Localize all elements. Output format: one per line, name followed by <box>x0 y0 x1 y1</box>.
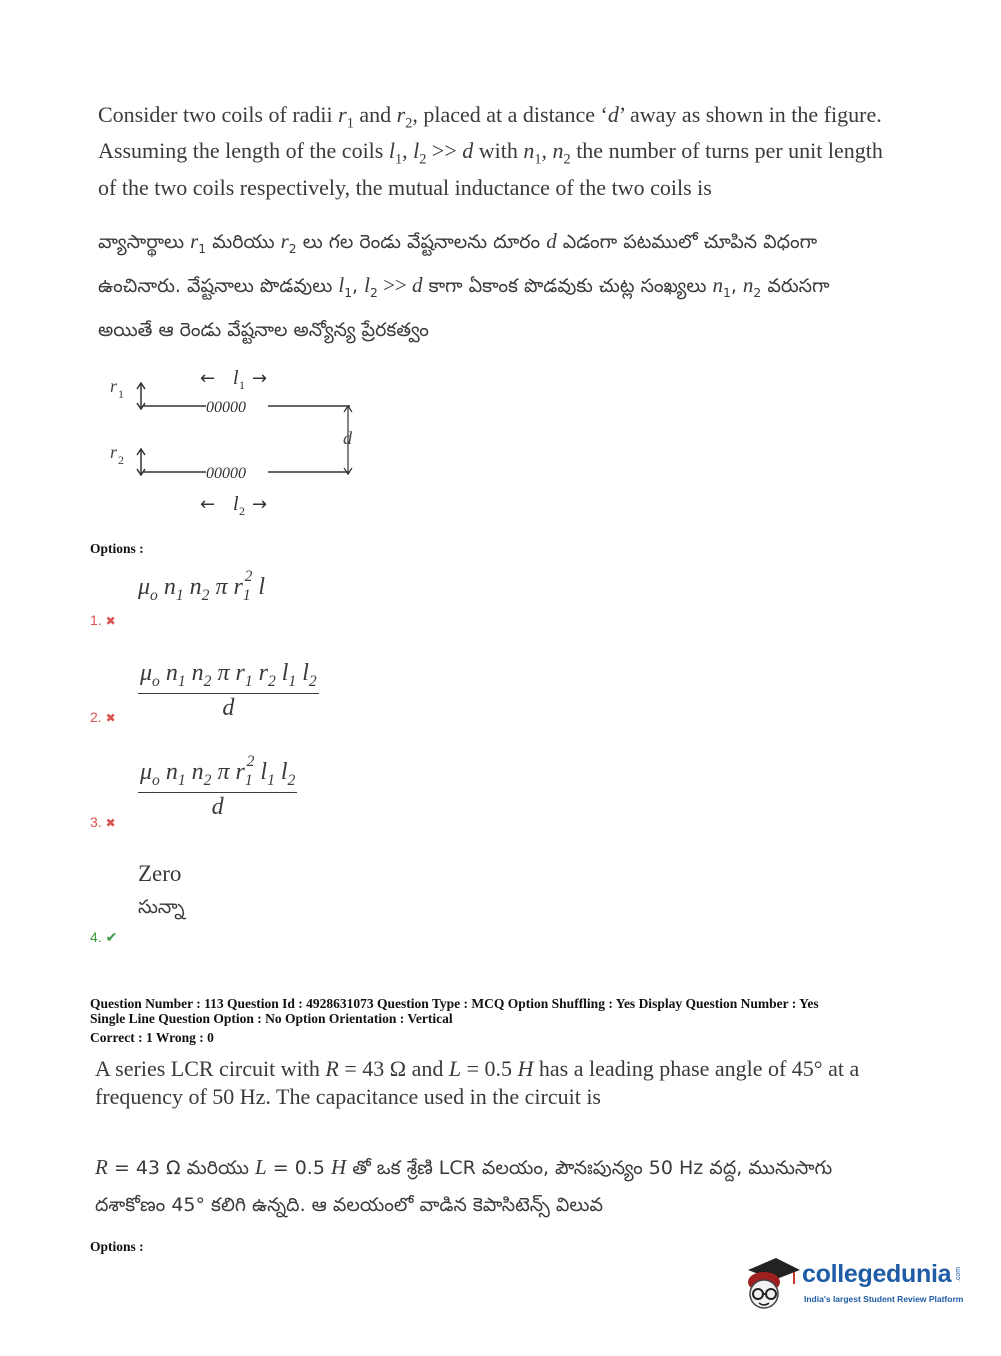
collegedunia-logo[interactable] <box>742 1252 972 1314</box>
option-2-numerator: $\mu_o$ $n_1$ $n_2$ π $r_1$ $r_2$ $l_1$ $l_2$ <box>140 660 317 690</box>
option-1-number: 1. ✖ <box>90 612 116 628</box>
logo-name: collegedunia <box>802 1260 952 1288</box>
option-2-denominator: d <box>138 693 319 722</box>
q2-telugu-text <box>95 1150 935 1224</box>
q1-te-line2: ఉంచినారు. వేష్టనాలు పొడవులు $l_1$, $l_2 >> d$ కాగా ఏకాంక పొడవుకు చుట్ల సంఖ్యలు $n_1$, $n_2$ వరుసగా <box>98 272 830 300</box>
logo-wordmark <box>802 1260 966 1289</box>
option-3-formula[interactable] <box>138 753 297 821</box>
l1-right-arrow: → <box>252 368 268 389</box>
q2-en-line2: frequency of 50 Hz. The capacitance used in the circuit is <box>95 1084 601 1109</box>
l2-label: l <box>233 493 239 515</box>
option-3-number: 3. ✖ <box>90 814 116 830</box>
q1-telugu-text <box>98 224 918 349</box>
r1-sub: 1 <box>118 387 124 401</box>
q1-te-line3: అయితే ఆ రెండు వేష్టనాల అన్యోన్య ప్రేరకత్వం <box>98 318 429 341</box>
q2-en-line1: A series LCR circuit with R = 43 Ω and L = 0.5 H has a leading phase angle of 45° at a <box>95 1056 860 1081</box>
top-coil: 00000 <box>206 399 246 416</box>
q2-te-line1: R = 43 Ω మరియు L = 0.5 H తో ఒక శ్రేణి LCR వలయం, పౌనఃపున్యం 50 Hz వద్ద, మునుసాగు <box>95 1155 833 1179</box>
option-3-denominator: d <box>138 792 297 821</box>
q1-options-label: Options : <box>90 541 144 556</box>
option-4-number: 4. ✔ <box>90 929 118 945</box>
option-1-formula[interactable]: $\mu_o$ $n_1$ $n_2$ π $r_1^2$ l <box>138 568 266 604</box>
mascot-icon <box>742 1252 802 1314</box>
q1-te-line1: వ్యాసార్థాలు $r_1$ మరియు $r_2$ లు గల రెండు వేష్టనాలను దూరం d ఎడంగా పటములో చూపిన విధంగా <box>98 229 818 256</box>
option-4-content[interactable] <box>138 860 185 922</box>
q2-meta <box>90 996 970 1045</box>
logo-tagline: India's largest Student Review Platform <box>804 1294 964 1304</box>
l2-sub: 2 <box>239 504 245 518</box>
option-4-text: Zero <box>138 861 182 886</box>
logo-suffix: .com <box>955 1266 963 1283</box>
l2-left-arrow: ← <box>200 494 216 515</box>
wrong-icon: ✖ <box>105 614 116 628</box>
r2-label: r <box>110 442 118 462</box>
q2-meta-line2: Single Line Question Option : No Option Orientation : Vertical <box>90 1011 453 1026</box>
l1-left-arrow: ← <box>200 368 216 389</box>
q2-english-text <box>95 1055 925 1111</box>
option-2-number: 2. ✖ <box>90 709 116 725</box>
q2-meta-line3: Correct : 1 Wrong : 0 <box>90 1030 214 1045</box>
option-3-numerator: $\mu_o$ $n_1$ $n_2$ π $r_1^2$ $l_1$ $l_2$ <box>140 753 296 789</box>
q1-english-text <box>98 101 928 202</box>
d-label: d <box>343 428 352 448</box>
q2-te-line2: దశాకోణం 45° కలిగి ఉన్నది. ఆ వలయంలో వాడిన కెపాసిటెన్స్ విలువ <box>95 1194 603 1216</box>
check-icon: ✔ <box>105 929 118 945</box>
bottom-coil: 00000 <box>206 465 246 482</box>
q1-en-line2: Assuming the length of the coils $l_1$, $l_2 >> d$ with $n_1$, $n_2$ the number of turns per unit length <box>98 138 883 168</box>
q1-en-line1: Consider two coils of radii $r_1$ and $r_2$, placed at a distance ‘d’ away as shown in the figure. <box>98 102 882 132</box>
option-4-telugu: సున్నా <box>138 896 185 918</box>
coils-diagram <box>100 360 380 520</box>
l1-label: l <box>233 367 239 389</box>
option-2-formula[interactable] <box>138 660 319 722</box>
l2-right-arrow: → <box>252 494 268 515</box>
wrong-icon: ✖ <box>105 711 116 725</box>
coils-figure <box>100 360 380 520</box>
l1-sub: 1 <box>239 378 245 392</box>
q2-meta-line1: Question Number : 113 Question Id : 4928631073 Question Type : MCQ Option Shuffling : Yes Display Question Number : Yes <box>90 996 819 1011</box>
r1-label: r <box>110 376 118 396</box>
r2-sub: 2 <box>118 453 124 467</box>
q1-en-line3: of the two coils respectively, the mutual inductance of the two coils is <box>98 174 712 200</box>
q2-options-label: Options : <box>90 1239 144 1254</box>
wrong-icon: ✖ <box>105 816 116 830</box>
